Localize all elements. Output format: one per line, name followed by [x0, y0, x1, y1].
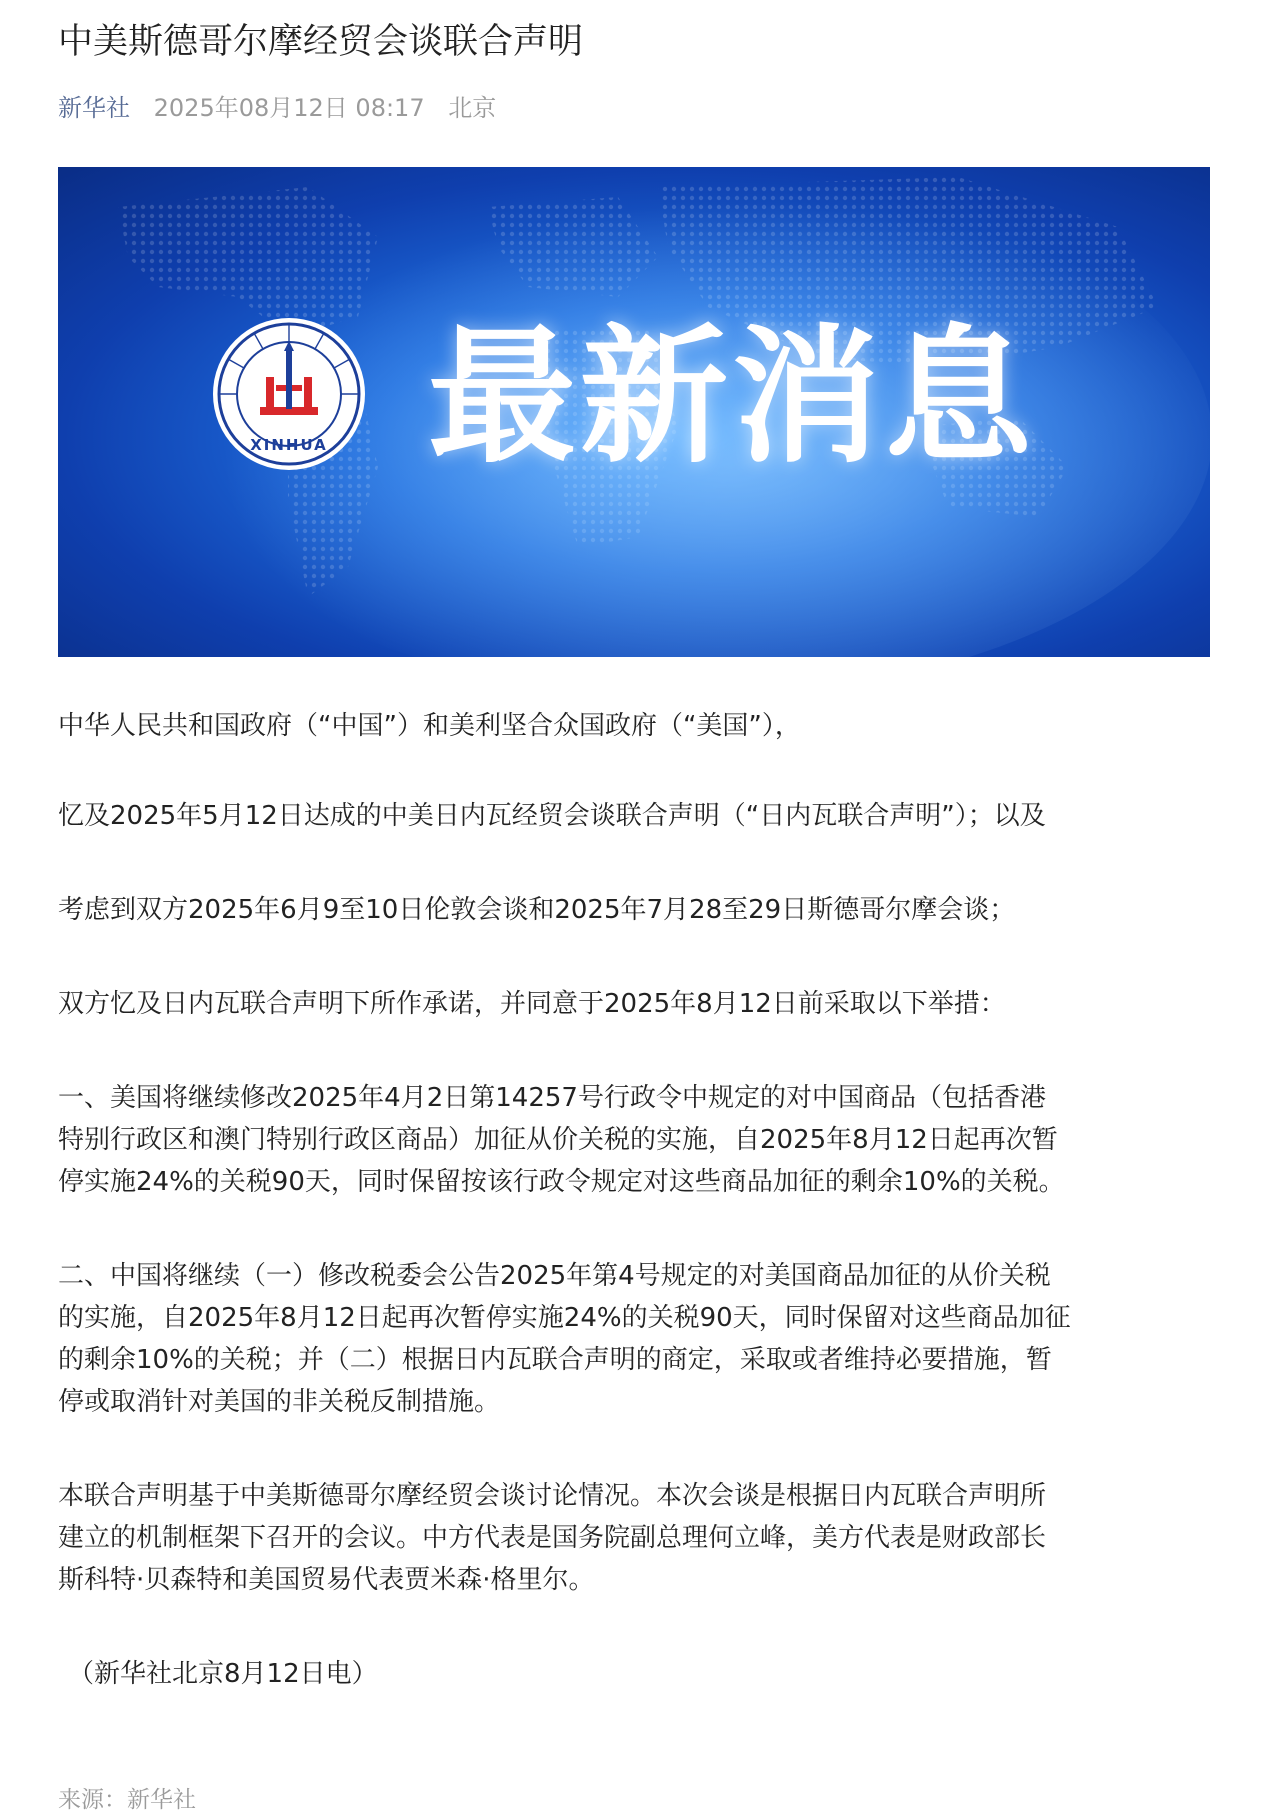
banner-headline: 最新消息 — [428, 311, 1036, 483]
article-body — [58, 705, 1222, 1695]
article-title: 中美斯德哥尔摩经贸会谈联合声明 — [58, 22, 584, 62]
publish-location: 北京 — [448, 94, 497, 122]
source-footer: 来源：新华社 — [58, 1787, 196, 1813]
breaking-news-banner — [58, 167, 1210, 657]
dateline: （新华社北京8月12日电） — [68, 1659, 378, 1689]
body-paragraph: 本联合声明基于中美斯德哥尔摩经贸会谈讨论情况。本次会谈是根据日内瓦联合声明所 建立的机制框架下召开的会议。中方代表是国务院副总理何立峰，美方代表是财政部长 斯科特·贝森特和美国贸易代表贾米森·格里尔。 — [58, 1481, 1047, 1595]
publish-datetime: 2025年08月12日 08:17 — [153, 94, 425, 122]
xinhua-logo — [210, 315, 368, 473]
body-paragraph: 忆及2025年5月12日达成的中美日内瓦经贸会谈联合声明（“日内瓦联合声明”）；以及 — [58, 801, 1046, 831]
body-paragraph: 考虑到双方2025年6月9至10日伦敦会谈和2025年7月28至29日斯德哥尔摩会谈； — [58, 895, 1016, 925]
body-paragraph: 二、中国将继续（一）修改税委会公告2025年第4号规定的对美国商品加征的从价关税 的实施，自2025年8月12日起再次暂停实施24%的关税90天，同时保留对这些商品加征 的剩余10%的关税；并（二）根据日内瓦联合声明的商定，采取或者维持必要措施，暂 停或取消针对美国的非关税反制措施。 — [58, 1261, 1071, 1417]
source-link[interactable]: 新华社 — [58, 94, 130, 122]
body-paragraph: 一、美国将继续修改2025年4月2日第14257号行政令中规定的对中国商品（包括香港 特别行政区和澳门特别行政区商品）加征从价关税的实施，自2025年8月12日起再次暂 停实施24%的关税90天，同时保留按该行政令规定对这些商品加征的剩余10%的关税。 — [58, 1083, 1065, 1197]
body-paragraph: 中华人民共和国政府（“中国”）和美利坚合众国政府（“美国”）， — [58, 711, 801, 741]
logo-lettering: XINHUA — [250, 436, 328, 454]
article-meta — [58, 92, 1222, 124]
body-paragraph: 双方忆及日内瓦联合声明下所作承诺，并同意于2025年8月12日前采取以下举措： — [58, 989, 1006, 1019]
